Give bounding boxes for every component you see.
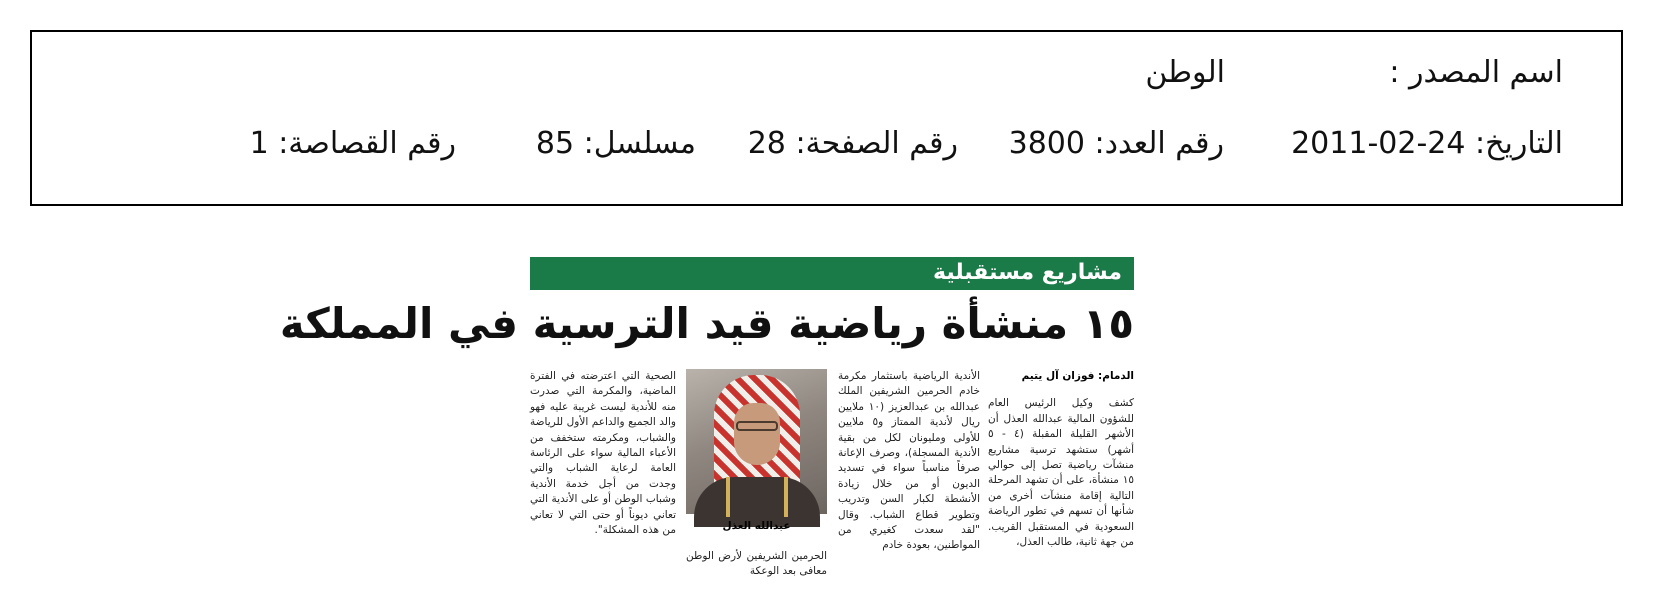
article-column-4-text: الصحية التي اعترضته في الفترة الماضية، والمكرمة التي صدرت منه للأندية ليست غريبة عليه فهو والد الجميع والداعم الأول للرياضة والشباب، ومكرمته ستخفف من الأعباء المالية سواء على الرئاسة العامة لرعاية الشباب والتي وجدت من أجل خدمة الأندية وشباب الوطن أو على الأندية التي تعاني ديوناً أو حتى التي لا تعاني من هذه المشكلة". bbox=[530, 370, 676, 537]
date-field: التاريخ: 24-02-2011 bbox=[1291, 126, 1563, 161]
article-column-3 bbox=[686, 549, 827, 594]
kicker-text: مشاريع مستقبلية bbox=[933, 260, 1122, 285]
article-column-2 bbox=[838, 369, 980, 594]
serial-field: مسلسل: 85 bbox=[535, 126, 696, 161]
article-column-4 bbox=[530, 369, 676, 594]
kicker-bar bbox=[530, 257, 1134, 290]
photo-glasses bbox=[736, 421, 778, 431]
page-number-field: رقم الصفحة: 28 bbox=[747, 126, 958, 161]
article-column-3-text: الحرمين الشريفين لأرض الوطن معافى بعد الوعكة bbox=[686, 550, 827, 578]
source-value: الوطن bbox=[1145, 55, 1225, 90]
article-column-1-text: كشف وكيل الرئيس العام للشؤون المالية عبدالله العذل أن الأشهر القليلة المقبلة (٤ - ٥ أشهر) ستشهد ترسية مشاريع منشآت رياضية تصل إلى حوالي ١٥ منشأة، على أن تشهد المرحلة التالية إقامة منشآت أخرى من شأنها أن تسهم في تطور الرياضة السعودية في المستقبل القريب. من جهة ثانية، طالب العذل، bbox=[988, 397, 1134, 549]
article-column-1 bbox=[988, 369, 1134, 594]
portrait-photo bbox=[686, 369, 827, 514]
photo-robe-trim bbox=[726, 477, 788, 517]
issue-number-field: رقم العدد: 3800 bbox=[1008, 126, 1224, 161]
article-column-2-text: الأندية الرياضية باستثمار مكرمة خادم الحرمين الشريفين الملك عبدالله بن عبدالعزيز (١٠ ملايين ريال لأندية الممتاز و٥ ملايين للأولى ومليونان لكل من بقية الأندية المسجلة)، وصرف الإعانة صرفاً مناسباً سواء في تسديد الديون أو من خلال زيادة الأنشطة لكبار السن وتدريب وتطوير قطاع الشباب. وقال "لقد سعدت كغيري من المواطنين، بعودة خادم bbox=[838, 370, 981, 552]
source-info-box bbox=[30, 30, 1623, 206]
article-headline: ١٥ منشأة رياضية قيد الترسية في المملكة bbox=[279, 299, 1134, 348]
clip-number-field: رقم القصاصة: 1 bbox=[249, 126, 456, 161]
source-label: اسم المصدر : bbox=[1389, 55, 1563, 90]
article-byline: الدمام: فوزان آل يتيم bbox=[1021, 370, 1134, 382]
newspaper-clipping bbox=[279, 257, 1134, 597]
photo-caption: عبدالله العذل bbox=[722, 520, 791, 532]
photo-face bbox=[734, 403, 780, 465]
